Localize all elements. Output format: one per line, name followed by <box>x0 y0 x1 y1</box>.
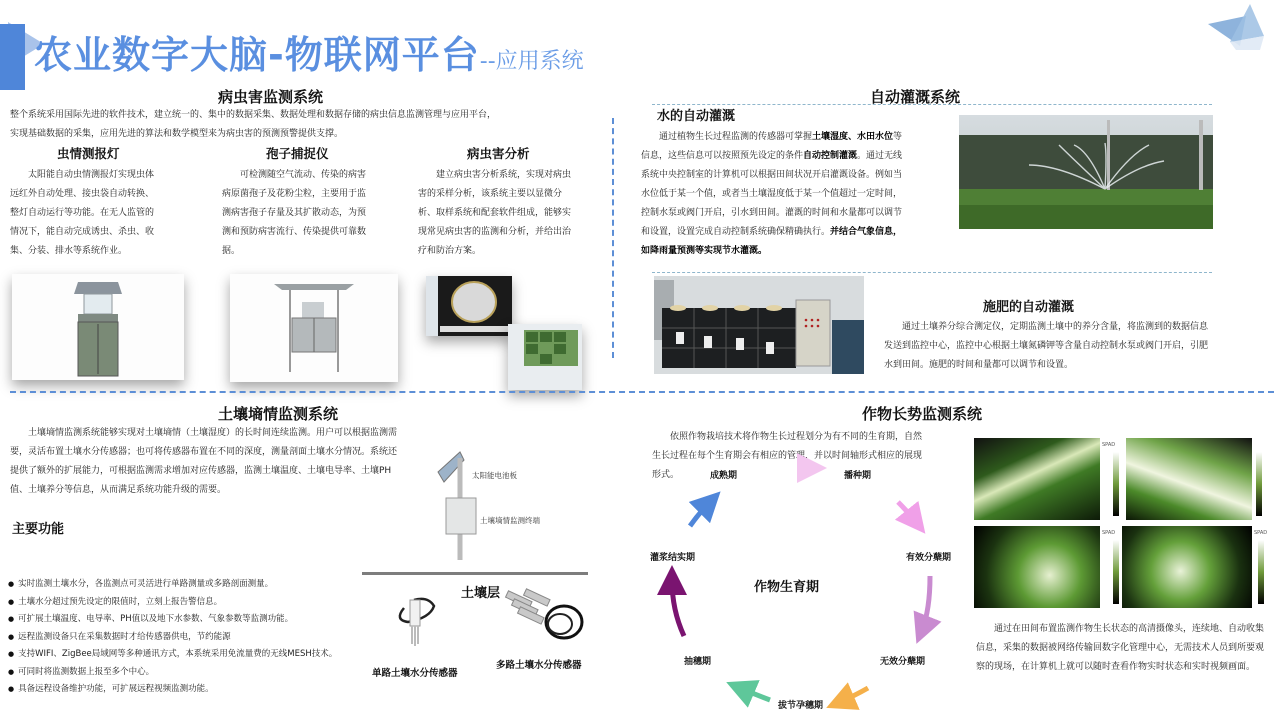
growth-cycle-title: 作物生育期 <box>754 580 820 595</box>
stage-filling: 灌浆结实期 <box>650 553 696 563</box>
pest-sample-grid-screen <box>508 324 582 390</box>
stage-jointing-booting: 拔节孕穗期 <box>778 701 824 711</box>
header-accent-bar <box>0 24 25 90</box>
spad-scale-label-1: SPAD <box>1102 442 1116 448</box>
pest-analysis-text: 建立病虫害分析系统，实现对病虫害的采样分析，该系统主要以显微分析、取样系统和配套软件组成，能够实现常见病虫害的监测和分析，并给出治疗和防治方案。 <box>418 170 572 256</box>
spad-image-4 <box>1122 526 1252 608</box>
spore-trap-photo <box>230 274 398 382</box>
soil-feature-item: ● 可扩展土壤温度、电导率、PH值以及地下水参数、气象参数等监测功能。 <box>8 611 337 629</box>
single-sensor-label: 单路土壤水分传感器 <box>372 668 458 679</box>
arrow-filling-to-maturity <box>690 502 710 526</box>
arrow-jointing-to-heading <box>740 688 770 700</box>
spad-image-1 <box>974 438 1100 520</box>
irrigation-inner-divider <box>652 272 1212 273</box>
fertilizer-irrigation-title: 施肥的自动灌溉 <box>983 300 1075 315</box>
spad-colorbar-1 <box>1113 452 1119 516</box>
spad-colorbar-3 <box>1113 540 1119 604</box>
soil-feature-list <box>8 576 337 699</box>
crop-intro-text: 依照作物栽培技术将作物生长过程划分为有不同的生育期，自然生长过程在每个生育期会有相应的管理，并以时间轴形式相应的展现形式。 <box>652 432 923 480</box>
fertilizer-irrigation-text: 通过土壤养分综合测定仪，定期监测土壤中的养分含量，将监测到的数据信息发送到监控中心，监控中心根据土壤氮磷钾等含量自动控制水泵或阀门开启，引肥水到田间。施肥的时间和量都可以调节和设置。 <box>884 322 1209 370</box>
crop-spad-image-grid <box>972 438 1272 610</box>
page-title-main: 农业数字大脑-物联网平台 <box>34 33 480 77</box>
terminal-label: 土壤墒情监测终端 <box>480 516 540 525</box>
crop-section-title: 作物长势监测系统 <box>862 405 983 423</box>
stage-effective-tillering: 有效分蘖期 <box>906 553 952 563</box>
insect-lamp-photo <box>12 274 184 380</box>
soil-feature-item: ● 远程监测设备只在采集数据时才给传感器供电，节约能源 <box>8 629 337 647</box>
horizontal-divider <box>10 391 1274 393</box>
arrow-sowing-to-tillering <box>898 502 916 522</box>
microscope-screen <box>426 276 512 336</box>
crop-camera-text: 通过在田间布置监测作物生长状态的高清摄像头，连续地、自动收集信息，采集的数据被网络传输回数字化管理中心，无需技术人员到所要观察的现场，在计算机上就可以随时查看作物实时状态和实时视频画面。 <box>976 624 1265 672</box>
soil-feature-item: ● 支持WIFI、ZigBee局域网等多种通讯方式，本系统采用免流量费的无线MESH技术。 <box>8 646 337 664</box>
soil-layer-label: 土壤层 <box>461 586 501 601</box>
spad-image-2 <box>1126 438 1252 520</box>
irrigation-title-underline <box>652 104 1212 105</box>
spad-colorbar-4 <box>1258 540 1264 604</box>
soil-features-title: 主要功能 <box>12 522 65 537</box>
soil-feature-item: ● 具备远程设备维护功能，可扩展远程视频监测功能。 <box>8 681 337 699</box>
stage-ineffective-tillering: 无效分蘖期 <box>880 657 926 667</box>
soil-text: 土壤墒情监测系统能够实现对土壤墒情（土壤湿度）的长时间连续监测。用户可以根据监测需要，灵活布置土壤水分传感器；也可将传感器布置在不同的深度，测量剖面土壤水分情况。系统还提供了额外的扩展能力，可根据监测需求增加对应传感器，监测土壤温度、土壤电导率、土壤PH值、土壤养分等信息，从而满足系统功能升级的需要。 <box>10 428 398 495</box>
vertical-divider <box>612 118 614 358</box>
solar-panel-label: 太阳能电池板 <box>472 471 517 480</box>
multi-sensor-label: 多路土壤水分传感器 <box>496 660 582 671</box>
stage-maturity: 成熟期 <box>710 471 738 481</box>
corner-paper-plane-icon <box>1206 2 1266 52</box>
page-subtitle: --应用系统 <box>479 49 584 74</box>
pest-intro-line1: 整个系统采用国际先进的软件技术，建立统一的、集中的数据采集、数据处理和数据存储的病虫信息监测管理与应用平台， <box>10 110 497 120</box>
spore-trap-text: 可检测随空气流动、传染的病害病原菌孢子及花粉尘粒，主要用于监测病害孢子存量及其扩散动态，为预测和预防病害流行、传染提供可靠数据。 <box>222 170 367 256</box>
arrow-tillering-to-ineffective <box>922 576 930 630</box>
soil-section-title: 土壤墒情监测系统 <box>218 405 339 423</box>
growth-cycle-diagram <box>600 440 980 720</box>
insect-lamp-title: 虫情测报灯 <box>57 146 120 161</box>
single-sensor-illustration <box>390 592 450 652</box>
pest-intro-line2: 实现基础数据的采集，应用先进的算法和数学模型来为病虫害的预测预警提供支撑。 <box>10 129 344 139</box>
soil-feature-item: ● 实时监测土壤水分，各监测点可灵活进行单路测量或多路剖面测量。 <box>8 576 337 594</box>
soil-feature-item: ● 可同时将监测数据上报至多个中心。 <box>8 664 337 682</box>
sprinkler-photo <box>959 115 1213 229</box>
arrow-ineffective-to-jointing <box>840 688 868 702</box>
spore-trap-title: 孢子捕捉仪 <box>266 146 329 161</box>
soil-monitoring-station-illustration <box>430 448 490 560</box>
page-title <box>34 30 584 87</box>
multi-sensor-illustration <box>506 589 582 638</box>
arrow-heading-to-filling <box>672 580 684 636</box>
spad-colorbar-2 <box>1256 452 1262 516</box>
irrigation-section-title: 自动灌溉系统 <box>870 88 961 106</box>
soil-feature-item: ● 土壤水分超过预先设定的限值时，立刻上报告警信息。 <box>8 594 337 612</box>
stage-heading: 抽穗期 <box>684 657 712 667</box>
pest-analysis-title: 病虫害分析 <box>467 146 530 161</box>
spad-image-3 <box>974 526 1100 608</box>
pest-intro <box>10 106 610 144</box>
spad-scale-label-4: SPAD <box>1254 530 1268 536</box>
water-irrigation-title: 水的自动灌溉 <box>657 109 736 124</box>
insect-lamp-text: 太阳能自动虫情测报灯实现虫体远红外自动处理、接虫袋自动转换、整灯自动运行等功能。在无人监管的情况下，能自动完成诱虫、杀虫、收集、分装、排水等系统作业。 <box>10 170 155 256</box>
pest-section-title: 病虫害监测系统 <box>218 88 324 106</box>
water-irrigation-text: 通过植物生长过程监测的传感器可掌握土壤湿度、水田水位等信息，这些信息可以按照预先设定的条件自动控制灌溉。通过无线系统中央控制室的计算机可以根据田间状况开启灌溉设备。例如当水位低于某一个值，或者当土壤湿度低于某一个值超过一定时间，控制水泵或阀门开启，引水到田间。灌溉的时间和水量都可以调节和设置，设置完成自动控制系统确保精确执行。并结合气象信息，如降雨量预测等实现节水灌溉。 <box>641 132 903 256</box>
soil-surface-line <box>362 572 588 575</box>
stage-sowing: 播种期 <box>844 471 872 481</box>
spad-scale-label-3: SPAD <box>1102 530 1116 536</box>
fertigation-tanks-photo <box>654 276 864 374</box>
